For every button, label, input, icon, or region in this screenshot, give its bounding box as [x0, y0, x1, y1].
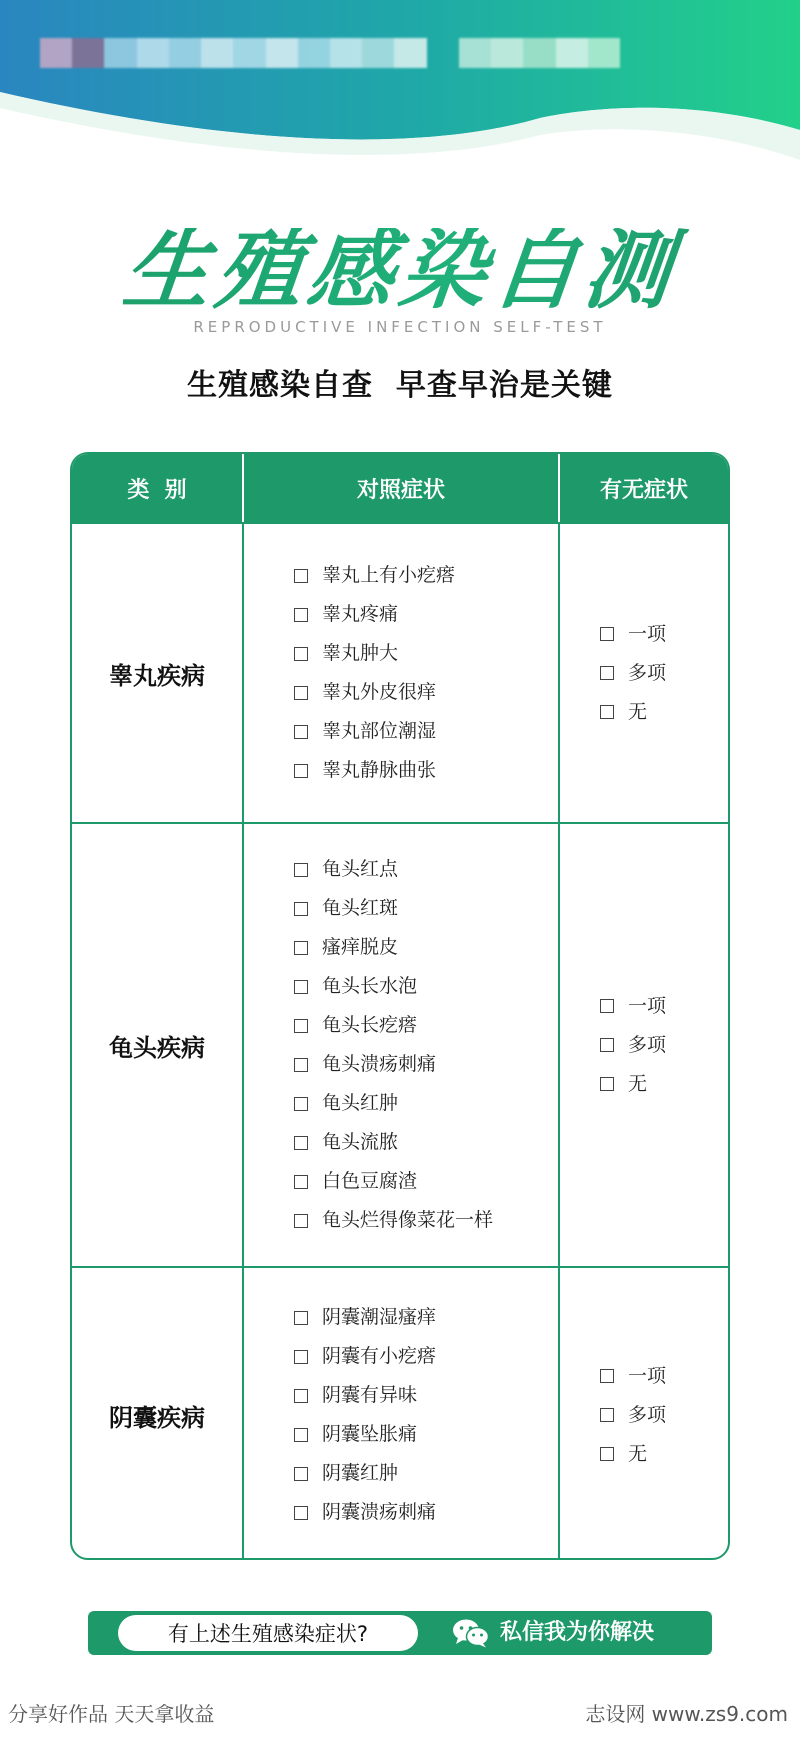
checkbox[interactable] [294, 1350, 308, 1364]
symptom-item[interactable]: 龟头烂得像菜花一样 [294, 1201, 493, 1240]
checkbox[interactable] [294, 569, 308, 583]
cta-bar[interactable] [88, 1611, 712, 1655]
checkbox[interactable] [600, 705, 614, 719]
category-label: 睾丸疾病 [72, 524, 244, 822]
category-label: 龟头疾病 [72, 824, 244, 1266]
category-label: 阴囊疾病 [72, 1268, 244, 1560]
table-row [72, 1266, 728, 1560]
symptom-item[interactable]: 睾丸外皮很痒 [294, 673, 455, 712]
symptom-item[interactable]: 阴囊坠胀痛 [294, 1415, 436, 1454]
cta-action-text[interactable]: 私信我为你解决 [500, 1620, 655, 1645]
symptom-item[interactable]: 睾丸疼痛 [294, 595, 455, 634]
checkbox[interactable] [600, 1369, 614, 1383]
checkbox[interactable] [294, 863, 308, 877]
checkbox[interactable] [294, 1428, 308, 1442]
checkbox[interactable] [294, 1136, 308, 1150]
checkbox[interactable] [600, 999, 614, 1013]
option-item[interactable]: 一项 [600, 987, 728, 1026]
option-item[interactable]: 多项 [600, 654, 728, 693]
symptom-item[interactable]: 龟头流脓 [294, 1123, 493, 1162]
symptom-item[interactable]: 阴囊有异味 [294, 1376, 436, 1415]
symptom-item[interactable]: 龟头红肿 [294, 1084, 493, 1123]
checkbox[interactable] [600, 1077, 614, 1091]
presence-options [560, 987, 728, 1104]
checkbox[interactable] [600, 1038, 614, 1052]
symptom-list [244, 556, 455, 790]
checkbox[interactable] [294, 1214, 308, 1228]
page-title: 生殖感染自测 [0, 228, 800, 314]
presence-options [560, 615, 728, 732]
symptom-cell [244, 824, 560, 1266]
symptom-item[interactable]: 睾丸部位潮湿 [294, 712, 455, 751]
symptom-item[interactable]: 睾丸上有小疙瘩 [294, 556, 455, 595]
symptom-item[interactable]: 阴囊溃疡刺痛 [294, 1493, 436, 1532]
presence-cell [560, 824, 728, 1266]
option-item[interactable]: 无 [600, 693, 728, 732]
column-header-presence: 有无症状 [599, 477, 688, 503]
checkbox[interactable] [600, 666, 614, 680]
symptom-item[interactable]: 阴囊红肿 [294, 1454, 436, 1493]
table-header [72, 454, 728, 522]
symptom-item[interactable]: 白色豆腐渣 [294, 1162, 493, 1201]
checkbox[interactable] [294, 902, 308, 916]
option-item[interactable]: 多项 [600, 1026, 728, 1065]
symptom-list [244, 1298, 436, 1532]
slogan: 生殖感染自查 早查早治是关键 [187, 368, 613, 403]
checkbox[interactable] [294, 1097, 308, 1111]
checkbox[interactable] [294, 1019, 308, 1033]
checkbox[interactable] [294, 980, 308, 994]
symptom-item[interactable]: 阴囊潮湿瘙痒 [294, 1298, 436, 1337]
checkbox[interactable] [294, 1467, 308, 1481]
symptom-item[interactable]: 龟头长疙瘩 [294, 1006, 493, 1045]
column-header-category: 类 别 [72, 454, 244, 522]
option-item[interactable]: 一项 [600, 1357, 728, 1396]
presence-cell [560, 524, 728, 822]
symptom-list [244, 850, 493, 1240]
checkbox[interactable] [294, 764, 308, 778]
checkbox[interactable] [294, 941, 308, 955]
blurred-brand-name [40, 38, 620, 68]
column-header-symptoms: 对照症状 [244, 454, 560, 522]
top-banner [0, 0, 800, 160]
symptom-item[interactable]: 龟头红斑 [294, 889, 493, 928]
title-block [0, 221, 800, 321]
checkbox[interactable] [294, 725, 308, 739]
checkbox[interactable] [294, 686, 308, 700]
english-subtitle: REPRODUCTIVE INFECTION SELF-TEST [193, 318, 607, 336]
symptom-item[interactable]: 睾丸肿大 [294, 634, 455, 673]
symptom-cell [244, 524, 560, 822]
wechat-icon [452, 1618, 490, 1648]
symptom-item[interactable]: 阴囊有小疙瘩 [294, 1337, 436, 1376]
symptom-item[interactable]: 龟头长水泡 [294, 967, 493, 1006]
option-item[interactable]: 无 [600, 1435, 728, 1474]
checkbox[interactable] [294, 1389, 308, 1403]
checkbox[interactable] [294, 608, 308, 622]
option-item[interactable]: 多项 [600, 1396, 728, 1435]
table-row [72, 822, 728, 1266]
checkbox[interactable] [294, 1311, 308, 1325]
checkbox[interactable] [600, 627, 614, 641]
checkbox[interactable] [294, 1506, 308, 1520]
checkbox[interactable] [294, 1175, 308, 1189]
table-row [72, 522, 728, 822]
watermark-left: 分享好作品 天天拿收益 [8, 1702, 215, 1726]
presence-options [560, 1357, 728, 1474]
option-item[interactable]: 一项 [600, 615, 728, 654]
checkbox[interactable] [600, 1408, 614, 1422]
presence-cell [560, 1268, 728, 1560]
symptom-cell [244, 1268, 560, 1560]
symptom-item[interactable]: 龟头红点 [294, 850, 493, 889]
checkbox[interactable] [294, 1058, 308, 1072]
symptom-item[interactable]: 瘙痒脱皮 [294, 928, 493, 967]
checkbox[interactable] [294, 647, 308, 661]
self-test-table [70, 452, 730, 1560]
checkbox[interactable] [600, 1447, 614, 1461]
cta-question-pill: 有上述生殖感染症状? [118, 1615, 418, 1651]
symptom-item[interactable]: 睾丸静脉曲张 [294, 751, 455, 790]
option-item[interactable]: 无 [600, 1065, 728, 1104]
watermark-right: 志设网 www.zs9.com [585, 1702, 788, 1726]
symptom-item[interactable]: 龟头溃疡刺痛 [294, 1045, 493, 1084]
